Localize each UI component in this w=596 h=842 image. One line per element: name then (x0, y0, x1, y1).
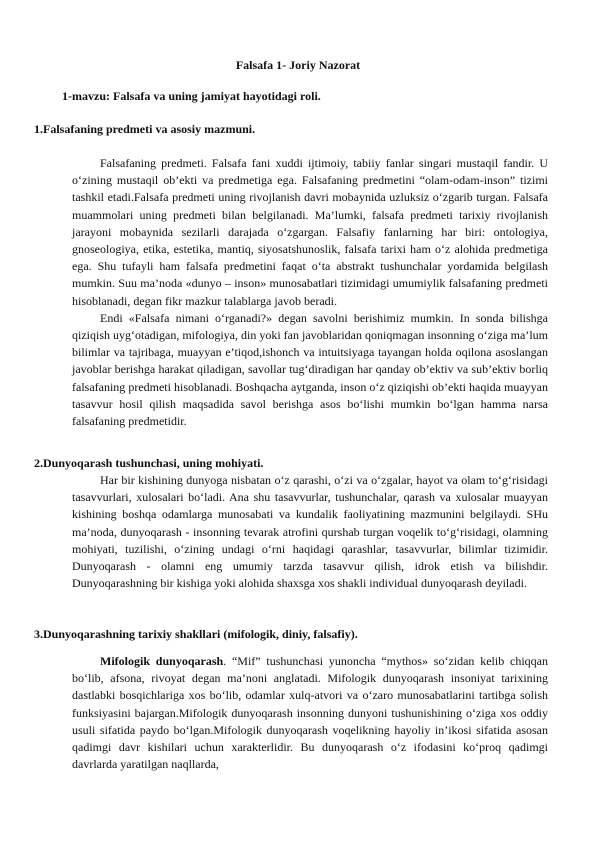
section-heading-2: 2.Dunyoqarash tushunchasi, uning mohiyati. (34, 456, 264, 470)
document-title: Falsafa 1- Joriy Nazorat (235, 58, 361, 72)
section-body-3 (72, 653, 548, 773)
lead-term: Mifologik dunyoqarash (100, 654, 224, 668)
paragraph (72, 653, 548, 773)
paragraph-text: . “Mif” tushunchasi yunoncha “mythos» so‘zidan kelib chiqqan bo‘lib, afsona, rivoyat degan ma’noni anglatadi. Mifologik dunyoqarash insoniyat tarixining dastlabki bosqichlariga xos bo‘lib, odamlar xulq-atvori va o‘zaro munosabatlarini tartibga solish funksiyasini bajargan.Mifologik dunyoqarash insonning dunyoni tushunishining o‘ziga xos oddiy usuli sifatida paydo bo‘lgan.Mifologik dunyoqarash voqelikning hayoliy in’ikosi sifatida asosan qadimgi davr kishilari uchun xarakterlidir. Bu dunyoqarash o‘z ifodasini ko‘proq qadimgi davrlarda yaratilgan naqllarda, (72, 654, 548, 772)
paragraph: Endi «Falsafa nimani o‘rganadi?» degan savolni berishimiz mumkin. In sonda bilishga qiziqish uyg‘otadigan, mifologiya, din yoki fan javoblaridan qoniqmagan insonning o‘ziga ma’lum bilimlar va tajribaga, muayyan e’tiqod,ishonch va intuitsiyaga tayangan holda oqilona asoslangan javoblar berishga harakat qiladigan, savollar tug‘diradigan har qanday ob’ektiv va sub’ektiv borliq falsafaning predmeti hisoblanadi. Boshqacha aytganda, inson o‘z qiziqishi ob’ekti haqida muayyan tasavvur hosil qilish maqsadida savol berishga asos bo‘lishi mumkin bo‘lgan hamma narsa falsafaning predmetidir. (72, 310, 548, 429)
paragraph: Falsafaning predmeti. Falsafa fani xuddi ijtimoiy, tabiiy fanlar singari mustaqil fandir. U o‘zining mustaqil ob’ekti va predmetiga ega. Falsafaning predmetini “olam-odam-inson” tizimi tashkil etadi.Falsafa predmeti uning rivojlanish davri mobaynida uzluksiz o‘zgarib turgan. Falsafa muammolari uning predmeti bilan belgilanadi. Ma’lumki, falsafa predmeti tarixiy rivojlanish jarayoni mobaynida sezilarli darajada o‘zgargan. Falsafiy fanlarning har biri: ontologiya, gnoseologiya, etika, estetika, mantiq, siyosatshunoslik, falsafa tarixi ham o‘z alohida predmetiga ega. Shu tufayli ham falsafa predmetini faqat o‘ta abstrakt tushunchalar yordamida belgilash mumkin. Suu ma’noda «dunyo – inson» munosabatlari tizimidagi umumiylik falsafaning predmeti hisoblanadi, degan fikr mazkur talablarga javob beradi. (72, 156, 548, 308)
section-heading-3: 3.Dunyoqarashning tarixiy shakllari (mifologik, diniy, falsafiy). (34, 627, 358, 641)
paragraph: Har bir kishining dunyoga nisbatan o‘z qarashi, o‘zi va o‘zgalar, hayot va olam to‘g‘risidagi tasavvurlari, xulosalari bo‘ladi. Ana shu tasavvurlar, tushunchalar, qarash va xulosalar muayyan kishining boshqa odamlarga munosabati va kundalik faoliyatining mazmunini belgilaydi. SHu ma’noda, dunyoqarash - insonning tevarak atrofini qurshab turgan voqelik to‘g‘risidagi, olamning mohiyati, tuzilishi, o‘zining undagi o‘rni haqidagi qarashlar, tasavvurlar, bilimlar tizimidir. Dunyoqarash - olamni eng umumiy tarzda tasavvur qilish, idrok etish va bilishdir. Dunyoqarashning bir kishiga yoki alohida shaxsga xos shakli individual dunyoqarash deyiladi. (72, 473, 548, 591)
section-body-2 (72, 472, 548, 592)
topic-heading: 1-mavzu: Falsafa va uning jamiyat hayotidagi roli. (62, 89, 321, 103)
section-heading-1: 1.Falsafaning predmeti va asosiy mazmuni. (34, 122, 256, 136)
section-body-1 (72, 155, 548, 430)
